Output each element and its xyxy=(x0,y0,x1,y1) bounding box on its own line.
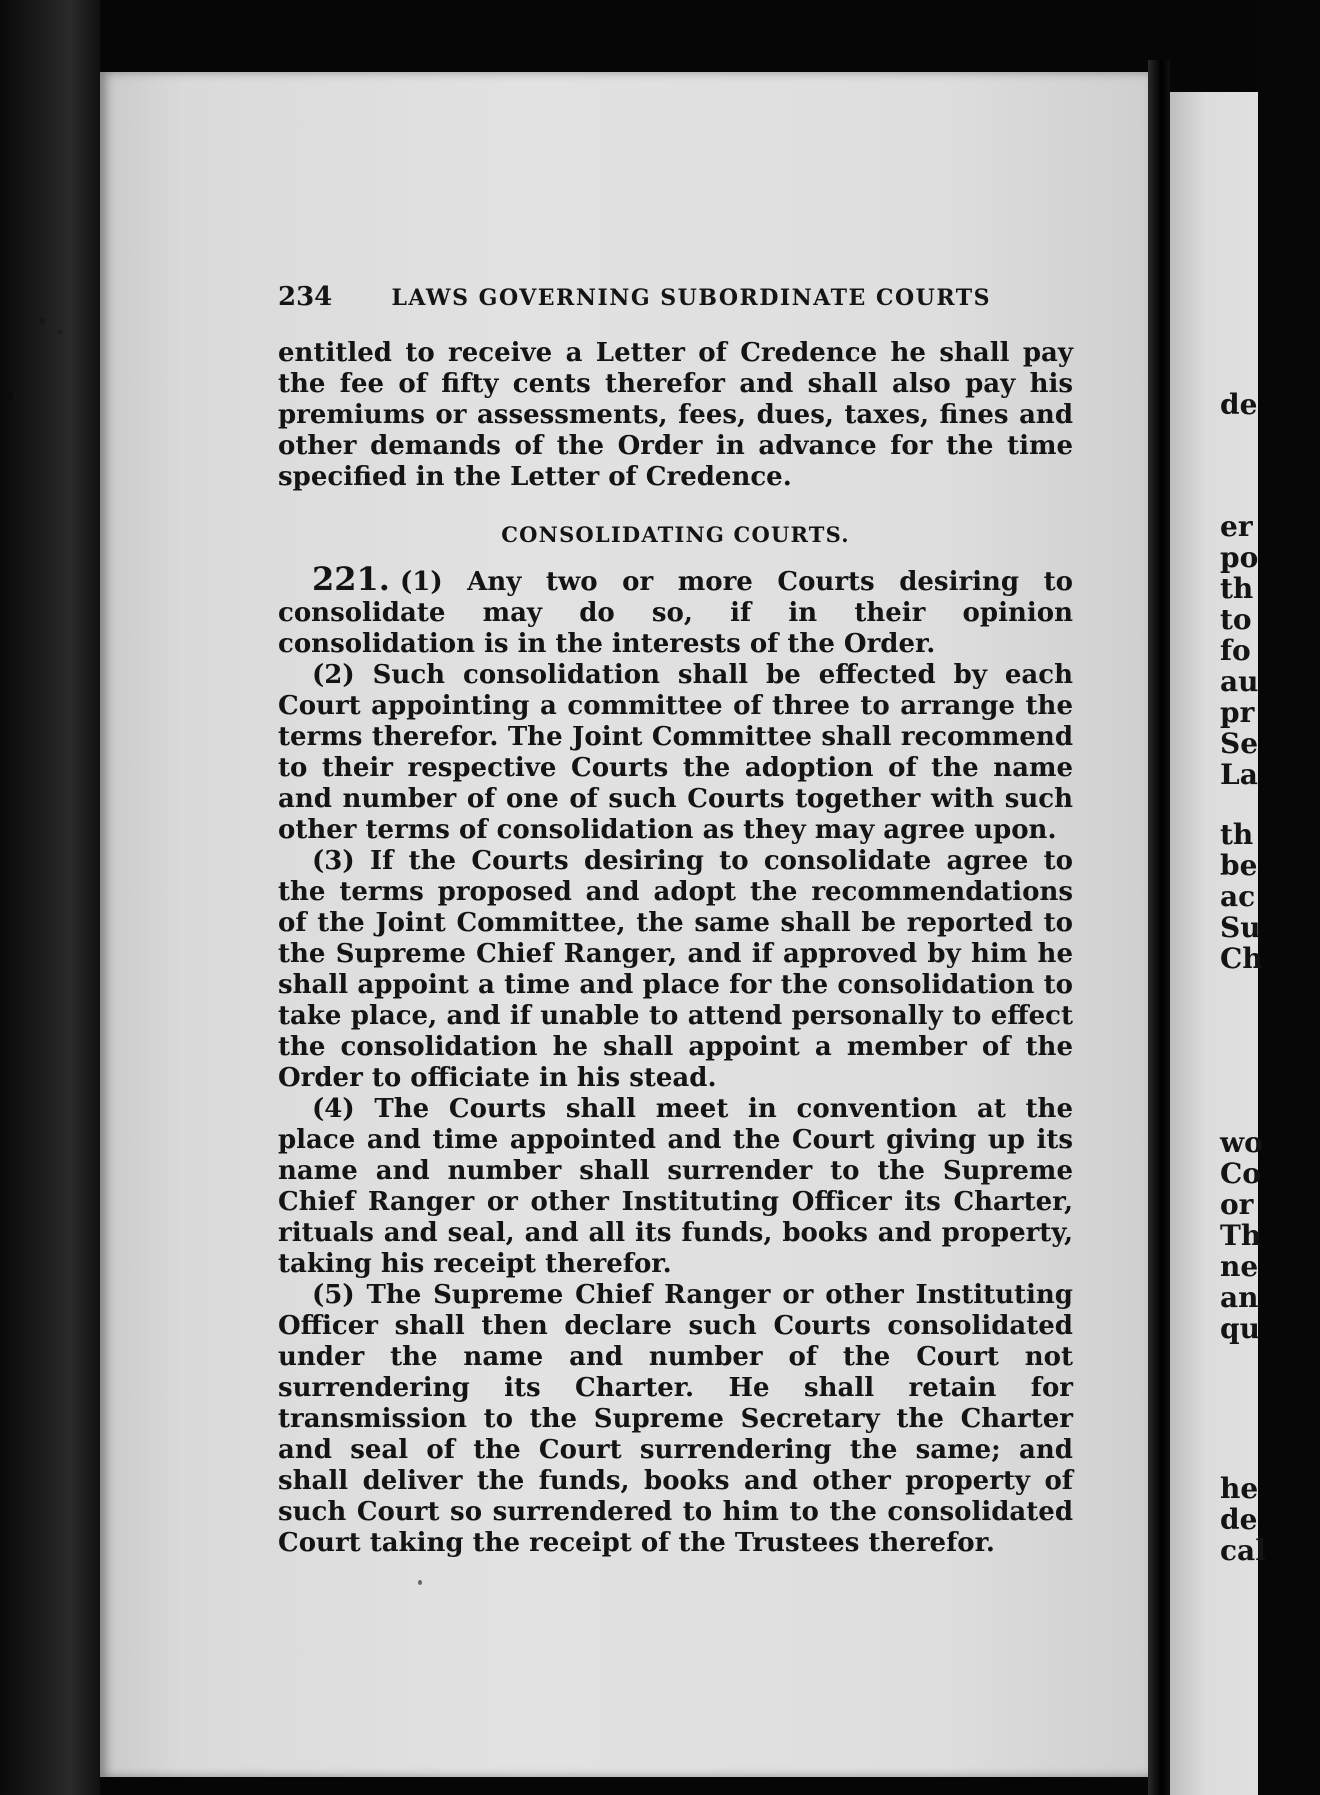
fragment-line: to xyxy=(1220,603,1252,636)
clause-1-text: (1) Any two or more Courts desiring to consolidate may do so, if in their opinion consolidation is in the interests of the Order. xyxy=(278,567,1073,659)
fragment-line: de xyxy=(1220,388,1258,421)
fragment-line: ne xyxy=(1220,1250,1259,1283)
scan-speck xyxy=(40,318,45,324)
running-title: LAWS GOVERNING SUBORDINATE COURTS xyxy=(391,285,991,311)
clause-2: (2) Such consolidation shall be effected by each Court appointing a committee of three to arrange the terms therefor. The Joint Committee shall recommend to their respective Courts the adoption of the name and number of one of such Courts together with such other terms of consolidation as they may agree upon. xyxy=(278,660,1073,845)
fragment-line: po xyxy=(1220,541,1259,574)
fragment-line: or xyxy=(1220,1188,1254,1221)
fragment-line: Su xyxy=(1220,911,1261,944)
page-body xyxy=(278,338,1073,1559)
book-gutter xyxy=(1148,60,1170,1795)
fragment-line: La xyxy=(1220,758,1258,791)
fragment-line: Ch xyxy=(1220,942,1263,975)
running-header xyxy=(278,282,991,312)
fragment-line: Se xyxy=(1220,727,1259,760)
fragment-line: an xyxy=(1220,1281,1259,1314)
fragment-line: de xyxy=(1220,1503,1258,1536)
fragment-line: th xyxy=(1220,572,1254,605)
fragment-line: Co xyxy=(1220,1157,1261,1190)
clause-3: (3) If the Courts desiring to consolidate agree to the terms proposed and adopt the recommendations of the Joint Committee, the same shall be reported to the Supreme Chief Ranger, and if approved by him he shall appoint a time and place for the consolidation to take place, and if unable to attend personally to effect the consolidation he shall appoint a member of the Order to officiate in his stead. xyxy=(278,846,1073,1093)
fragment-line: wo xyxy=(1220,1126,1263,1159)
scan-speck xyxy=(8,392,13,400)
fragment-line: ac xyxy=(1220,880,1256,913)
section-number: 221. xyxy=(312,560,390,598)
page-number: 234 xyxy=(278,282,333,312)
fragment-line: he xyxy=(1220,1472,1259,1505)
fragment-line: pr xyxy=(1220,696,1255,729)
section-heading: CONSOLIDATING COURTS. xyxy=(501,522,850,547)
clause-5: (5) The Supreme Chief Ranger or other Instituting Officer shall then declare such Courts consolidated under the name and number of the Court not surrendering its Charter. He shall retain for transmission to the Supreme Secretary the Charter and seal of the Court surrendering the same; and shall deliver the funds, books and other property of such Court so surrendered to him to the consolidated Court taking the receipt of the Trustees therefor. xyxy=(278,1280,1073,1558)
fragment-line: fo xyxy=(1220,634,1251,667)
fragment-line: cal xyxy=(1220,1534,1266,1567)
fragment-line: qu xyxy=(1220,1312,1260,1345)
scan-speck xyxy=(58,330,62,334)
fragment-line: au xyxy=(1220,665,1259,698)
scan-speck xyxy=(418,1580,422,1585)
fragment-line: Th xyxy=(1220,1219,1262,1252)
intro-paragraph: entitled to receive a Letter of Credence he shall pay the fee of fifty cents therefor and shall also pay his premiums or assessments, fees, dues, taxes, fines and other demands of the Order in advance for the time specified in the Letter of Credence. xyxy=(278,338,1073,492)
left-book-edge xyxy=(0,0,100,1795)
fragment-line: th xyxy=(1220,818,1254,851)
fragment-line: er xyxy=(1220,510,1253,543)
fragment-line: be xyxy=(1220,849,1258,882)
clause-4: (4) The Courts shall meet in convention at the place and time appointed and the Court giving up its name and number shall surrender to the Supreme Chief Ranger or other Instituting Officer its Charter, rituals and seal, and all its funds, books and property, taking his receipt therefor. xyxy=(278,1094,1073,1279)
clause-1 xyxy=(278,560,1073,660)
